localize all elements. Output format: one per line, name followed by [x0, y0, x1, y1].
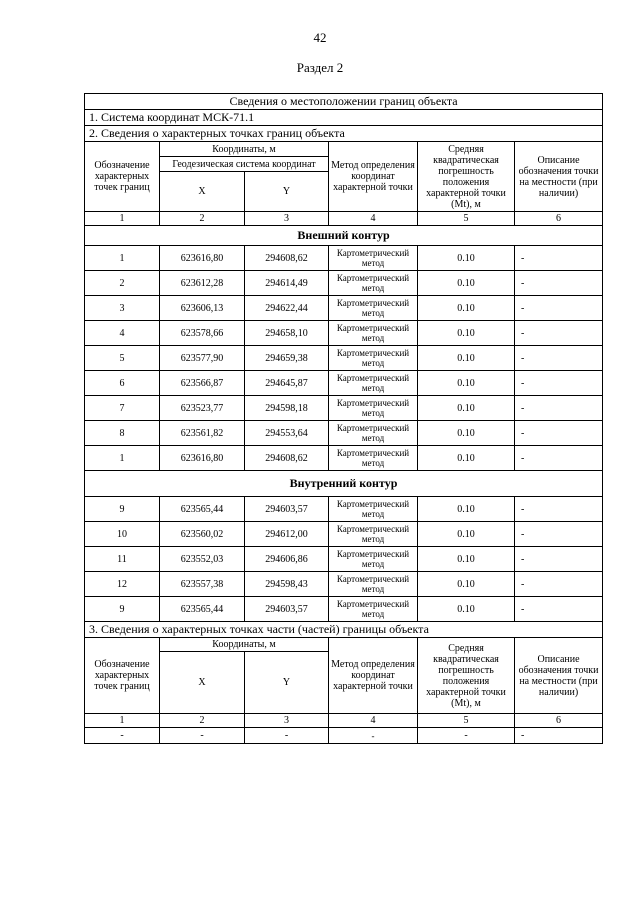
point-cell: 1 — [85, 446, 160, 471]
x-coordinate-cell: 623612,28 — [160, 271, 245, 296]
table-row — [85, 597, 603, 622]
x-coordinate-cell: 623616,80 — [160, 446, 245, 471]
y-coordinate-cell: 294603,57 — [245, 597, 329, 622]
col-number: 6 — [515, 714, 603, 728]
mean-error-cell: 0.10 — [418, 421, 515, 446]
description-cell: - — [515, 271, 603, 296]
x-coordinate-cell: 623565,44 — [160, 497, 245, 522]
col-number: 1 — [85, 212, 160, 226]
x-coordinate-cell: 623578,66 — [160, 321, 245, 346]
mean-error-cell: 0.10 — [418, 271, 515, 296]
point-cell: 9 — [85, 497, 160, 522]
method-cell: Картометрический метод — [329, 421, 418, 446]
y-coordinate-cell: 294553,64 — [245, 421, 329, 446]
method-cell: Картометрический метод — [329, 371, 418, 396]
description-cell: - — [515, 522, 603, 547]
col-number: 6 — [515, 212, 603, 226]
method-cell: Картометрический метод — [329, 346, 418, 371]
mean-error-cell: 0.10 — [418, 547, 515, 572]
method-cell: Картометрический метод — [329, 271, 418, 296]
mean-error-cell: 0.10 — [418, 396, 515, 421]
method-cell: Картометрический метод — [329, 321, 418, 346]
point-cell: - — [85, 728, 160, 744]
table-row — [85, 572, 603, 597]
y-coordinate-cell: 294598,43 — [245, 572, 329, 597]
mean-error-cell: 0.10 — [418, 296, 515, 321]
header-mean-error: Средняя квадратическая погрешность положения характерной точки (Мt), м — [418, 142, 515, 212]
p3-header-coordinates: Координаты, м — [160, 638, 329, 652]
x-coordinate-cell: 623561,82 — [160, 421, 245, 446]
mean-error-cell: 0.10 — [418, 446, 515, 471]
coord-system: 1. Система координат МСК-71.1 — [85, 110, 603, 126]
x-coordinate-cell: - — [160, 728, 245, 744]
description-cell: - — [515, 572, 603, 597]
method-cell: Картометрический метод — [329, 572, 418, 597]
header-method: Метод определения координат характерной точки — [329, 142, 418, 212]
mean-error-cell: 0.10 — [418, 346, 515, 371]
description-cell: - — [515, 396, 603, 421]
header-description: Описание обозначения точки на местности (при наличии) — [515, 142, 603, 212]
x-coordinate-cell: 623560,02 — [160, 522, 245, 547]
point-cell: 4 — [85, 321, 160, 346]
description-cell: - — [515, 346, 603, 371]
y-coordinate-cell: 294598,18 — [245, 396, 329, 421]
header-x: X — [160, 172, 245, 212]
col-number: 5 — [418, 714, 515, 728]
point-cell: 9 — [85, 597, 160, 622]
p3-header-description: Описание обозначения точки на местности (при наличии) — [515, 638, 603, 714]
point-cell: 6 — [85, 371, 160, 396]
description-cell: - — [515, 597, 603, 622]
mean-error-cell: 0.10 — [418, 371, 515, 396]
part3-title: 3. Сведения о характерных точках части (частей) границы объекта — [85, 622, 603, 638]
method-cell: Картометрический метод — [329, 497, 418, 522]
col-number: 5 — [418, 212, 515, 226]
header-point-designation: Обозначение характерных точек границ — [85, 142, 160, 212]
header-coordinates: Координаты, м — [160, 142, 329, 157]
p3-header-mean-error: Средняя квадратическая погрешность положения характерной точки (Мt), м — [418, 638, 515, 714]
table-row — [85, 396, 603, 421]
mean-error-cell: - — [418, 728, 515, 744]
col-number: 3 — [245, 714, 329, 728]
table-row — [85, 547, 603, 572]
section-title: Раздел 2 — [296, 60, 344, 75]
col-number: 1 — [85, 714, 160, 728]
table-row — [85, 296, 603, 321]
p3-header-method: Метод определения координат характерной точки — [329, 638, 418, 714]
p3-header-point-designation: Обозначение характерных точек границ — [85, 638, 160, 714]
method-cell: Картометрический метод — [329, 597, 418, 622]
mean-error-cell: 0.10 — [418, 522, 515, 547]
mean-error-cell: 0.10 — [418, 246, 515, 271]
point-cell: 5 — [85, 346, 160, 371]
p3-header-x: X — [160, 652, 245, 714]
x-coordinate-cell: 623557,38 — [160, 572, 245, 597]
table-row — [85, 371, 603, 396]
point-cell: 3 — [85, 296, 160, 321]
method-cell: - — [329, 728, 418, 744]
table-row — [85, 421, 603, 446]
method-cell: Картометрический метод — [329, 296, 418, 321]
description-cell: - — [515, 728, 603, 744]
y-coordinate-cell: 294603,57 — [245, 497, 329, 522]
mean-error-cell: 0.10 — [418, 597, 515, 622]
table-row — [85, 346, 603, 371]
y-coordinate-cell: 294606,86 — [245, 547, 329, 572]
y-coordinate-cell: 294608,62 — [245, 246, 329, 271]
description-cell: - — [515, 421, 603, 446]
table-row — [85, 522, 603, 547]
method-cell: Картометрический метод — [329, 246, 418, 271]
point-cell: 10 — [85, 522, 160, 547]
outer-contour-title: Внешний контур — [85, 226, 603, 246]
y-coordinate-cell: 294645,87 — [245, 371, 329, 396]
point-cell: 2 — [85, 271, 160, 296]
y-coordinate-cell: 294608,62 — [245, 446, 329, 471]
page-number: 42 — [313, 30, 327, 45]
method-cell: Картометрический метод — [329, 446, 418, 471]
description-cell: - — [515, 296, 603, 321]
description-cell: - — [515, 371, 603, 396]
point-cell: 1 — [85, 246, 160, 271]
col-number: 2 — [160, 212, 245, 226]
header-y: Y — [245, 172, 329, 212]
description-cell: - — [515, 547, 603, 572]
table-row — [85, 728, 603, 744]
y-coordinate-cell: 294658,10 — [245, 321, 329, 346]
point-cell: 12 — [85, 572, 160, 597]
y-coordinate-cell: 294612,00 — [245, 522, 329, 547]
description-cell: - — [515, 497, 603, 522]
method-cell: Картометрический метод — [329, 547, 418, 572]
method-cell: Картометрический метод — [329, 396, 418, 421]
y-coordinate-cell: 294659,38 — [245, 346, 329, 371]
part2-title: 2. Сведения о характерных точках границ объекта — [85, 126, 603, 142]
table-row — [85, 321, 603, 346]
description-cell: - — [515, 246, 603, 271]
mean-error-cell: 0.10 — [418, 497, 515, 522]
mean-error-cell: 0.10 — [418, 321, 515, 346]
y-coordinate-cell: 294622,44 — [245, 296, 329, 321]
description-cell: - — [515, 321, 603, 346]
table-row — [85, 446, 603, 471]
col-number: 2 — [160, 714, 245, 728]
table-row — [85, 271, 603, 296]
col-number: 4 — [329, 212, 418, 226]
x-coordinate-cell: 623606,13 — [160, 296, 245, 321]
p3-header-y: Y — [245, 652, 329, 714]
point-cell: 7 — [85, 396, 160, 421]
col-number: 3 — [245, 212, 329, 226]
x-coordinate-cell: 623523,77 — [160, 396, 245, 421]
mean-error-cell: 0.10 — [418, 572, 515, 597]
table-row — [85, 497, 603, 522]
x-coordinate-cell: 623616,80 — [160, 246, 245, 271]
inner-contour-title: Внутренний контур — [85, 471, 603, 497]
x-coordinate-cell: 623577,90 — [160, 346, 245, 371]
point-cell: 11 — [85, 547, 160, 572]
boundary-table — [84, 93, 603, 744]
table-title: Сведения о местоположении границ объекта — [85, 94, 603, 110]
x-coordinate-cell: 623566,87 — [160, 371, 245, 396]
table-row — [85, 246, 603, 271]
col-number: 4 — [329, 714, 418, 728]
description-cell: - — [515, 446, 603, 471]
x-coordinate-cell: 623565,44 — [160, 597, 245, 622]
y-coordinate-cell: - — [245, 728, 329, 744]
header-geodetic-system: Геодезическая система координат — [160, 157, 329, 172]
y-coordinate-cell: 294614,49 — [245, 271, 329, 296]
x-coordinate-cell: 623552,03 — [160, 547, 245, 572]
point-cell: 8 — [85, 421, 160, 446]
method-cell: Картометрический метод — [329, 522, 418, 547]
